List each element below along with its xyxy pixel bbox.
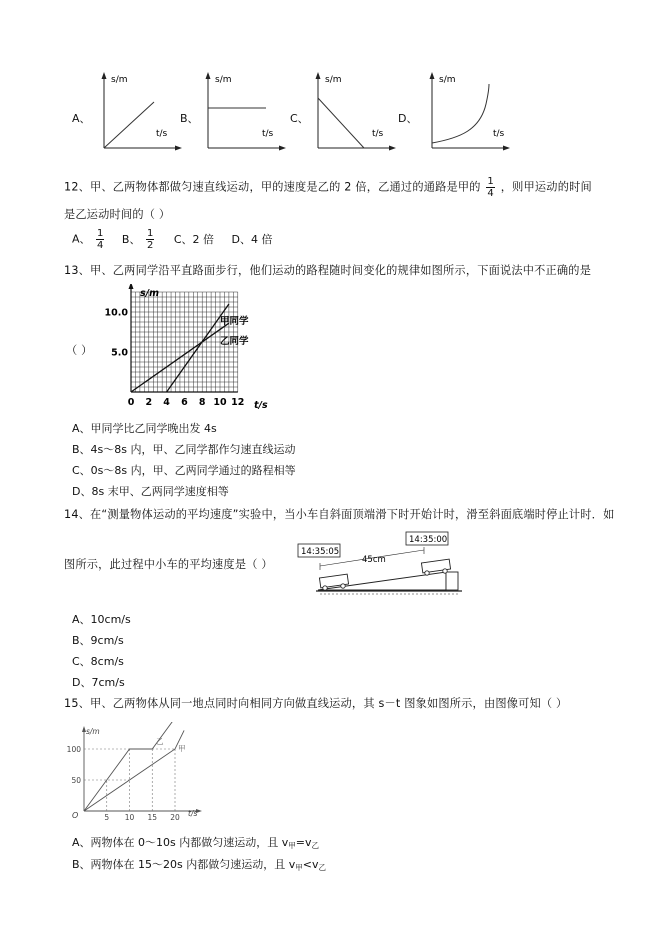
q12-option-a-letter: A、 [72,232,91,246]
q11-d-xlabel: t/s [493,129,505,139]
y-tick-label: 50 [71,776,81,785]
q11-b-ylabel: s/m [215,75,232,85]
q12-options [72,228,272,251]
q15-option-b-mid: <v [302,858,319,871]
q14-block [446,572,458,590]
q13-option-d: D、8s 末甲、乙两同学速度相等 [72,485,229,498]
q12-text-part2: ，则甲运动的时间 [500,180,592,194]
q14-option-a: A、10cm/s [72,613,131,626]
q15-chart [64,722,204,822]
q11-option-b-letter: B、 [180,112,199,125]
q13-paren: （ ） [66,344,93,357]
q14-option-b: B、9cm/s [72,634,124,647]
x-tick-label: 4 [163,397,170,408]
q11-c-ylabel: s/m [325,75,342,85]
x-tick-label: 15 [147,813,158,822]
q12-option-a-num: 1 [97,228,104,239]
q15-label-jia: 甲 [178,744,186,753]
y-axis-arrow [129,284,134,289]
q12-option-a-fraction [96,228,104,251]
q15-option-b-pre: B、两物体在 15～20s 内都做匀速运动，且 v [72,858,296,871]
q11-graph-a [92,70,182,155]
q11-graph-c [306,70,396,155]
q12-option-b-fraction [146,228,154,251]
q15-xlabel: t/s [188,809,198,818]
q14-option-d: D、7cm/s [72,676,125,689]
y-tick-label: 100 [66,745,81,754]
q15-origin-label: O [72,811,79,820]
q11-b-xlabel: t/s [262,129,274,139]
q11-a-xlabel: t/s [156,129,168,139]
q13-stem: 13、甲、乙两同学沿平直路面步行，他们运动的路程随时间变化的规律如图所示，下面说法中不正确的是 [64,264,592,277]
q15-label-yi: 乙 [156,737,164,746]
x-tick-label: 10 [124,813,135,822]
q12-option-c: C、2 倍 [173,232,215,246]
series-line-jia [84,730,184,811]
q11-graph-b [196,70,286,155]
q13-option-a: A、甲同学比乙同学晚出发 4s [72,422,217,435]
q14-stem-line2: 图所示，此过程中小车的平均速度是（ ） [64,558,273,571]
q14-incline-figure [296,528,466,600]
q14-stem-line1: 14、在“测量物体运动的平均速度”实验中，当小车自斜面顶端滑下时开始计时，滑至斜面底端时停止计时．如 [64,508,615,521]
q11-option-d-letter: D、 [398,112,418,125]
x-tick-label: 6 [181,397,188,408]
y-tick-label: 10.0 [104,307,128,319]
q15-option-a-pre: A、两物体在 0～10s 内都做匀速运动，且 v [72,836,289,849]
q11-option-a-letter: A、 [72,112,91,125]
q14-distance-label: 45cm [362,555,386,565]
x-tick-label: 2 [145,397,153,408]
q12-stem-line1 [64,176,592,199]
q15-stem: 15、甲、乙两物体从同一地点同时向相同方向做直线运动，其 s－t 图象如图所示，由图像可知（ ） [64,697,568,710]
q13-legend-jia: 甲同学 [220,316,249,327]
q12-option-b-den: 2 [146,240,154,251]
q11-graph-d [420,70,510,155]
q15-option-a [72,834,319,851]
q15-option-b-sub1: 甲 [295,863,303,872]
x-tick-label: 0 [127,397,135,408]
q12-stem-line2: 是乙运动时间的（ ） [64,208,171,221]
q12-option-b-letter: B、 [121,232,141,246]
x-tick-label: 10 [213,397,227,408]
q14-clock-left: 14:35:05 [301,547,340,557]
q15-option-a-mid: =v [295,836,312,849]
q15-option-b [72,856,326,873]
q12-fraction-den: 4 [487,188,494,199]
q13-option-c: C、0s～8s 内，甲、乙两同学通过的路程相等 [72,464,296,477]
q15-option-a-sub2: 乙 [311,841,319,850]
x-tick-label: 20 [170,813,180,822]
q13-xlabel: t/s [254,400,268,411]
q12-option-b-num: 1 [146,228,154,239]
q14-clock-right: 14:35:00 [409,535,448,545]
q15-ylabel: s/m [86,727,100,736]
q12-option-a-den: 4 [97,240,104,251]
q13-ylabel: s/m [140,288,160,299]
q13-option-b: B、4s～8s 内，甲、乙同学都作匀速直线运动 [72,443,296,456]
q11-d-ylabel: s/m [439,75,456,85]
q12-text-part1: 12、甲、乙两物体都做匀速直线运动，甲的速度是乙的 2 倍，乙通过的通路是甲的 [64,180,481,194]
q11-a-ylabel: s/m [111,75,128,85]
q13-chart [100,284,270,416]
q12-fraction [486,176,495,199]
q12-fraction-num: 1 [487,176,494,187]
q13-legend-yi: 乙同学 [220,336,249,347]
q14-car-right [421,559,450,575]
q11-option-c-letter: C、 [290,112,309,125]
q15-option-a-sub1: 甲 [288,841,296,850]
x-tick-label: 5 [104,813,110,822]
q12-option-d: D、4 倍 [231,232,273,246]
q14-option-c: C、8cm/s [72,655,124,668]
q11-c-xlabel: t/s [372,129,384,139]
y-tick-label: 5.0 [111,347,128,359]
x-tick-label: 12 [231,397,245,408]
q15-option-b-sub2: 乙 [318,863,327,872]
x-tick-label: 8 [198,397,206,408]
